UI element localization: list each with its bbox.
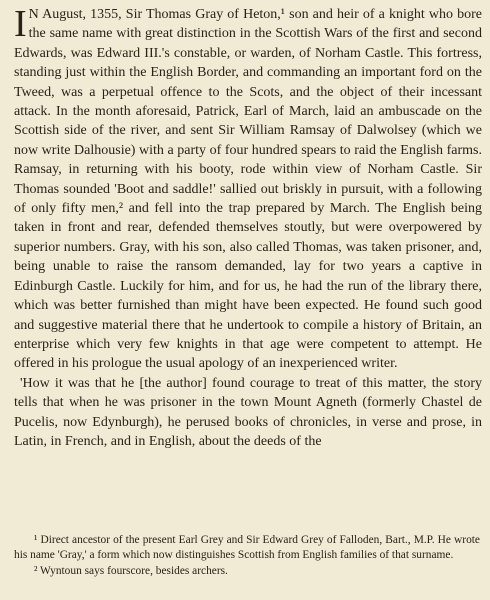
paragraph-1 <box>14 5 482 374</box>
paragraph-1-text: N August, 1355, Sir Thomas Gray of Heton,¹ son and heir of a knight who bore the same name with great distinction in the Scottish Wars of the first and second Edwards, was Edward III.'s constable, or warden, of Norham Castle. This fortress, standing just within the English Border, and commanding an important ford on the Tweed, was a perpetual offence to the Scots, and the object of their incessant attack. In the month aforesaid, Patrick, Earl of March, laid an ambuscade on the Scottish side of the river, and sent Sir William Ramsay of Dalwolsey (which we now write Dalhousie) with a party of four hundred spears to raid the English farms. Ramsay, in returning with his booty, rode within view of Norham Castle. Sir Thomas sounded 'Boot and saddle!' sallied out briskly in pursuit, with a following of only fifty men,² and fell into the trap prepared by March. The English being taken in front and rear, defended themselves stoutly, but were overpowered by superior numbers. Gray, with his son, also called Thomas, was taken prisoner, and, being unable to raise the ransom demanded, lay for two years a captive in Edinburgh Castle. Luckily for him, and for us, he had the run of the library there, which was better furnished than might have been expected. He found such good and suggestive material there that he undertook to compile a history of Britain, an enterprise which very few knights in that age were competent to attempt. He offered in his prologue the usual apology of an inexperienced writer. <box>14 7 482 372</box>
footnotes <box>14 533 480 579</box>
drop-cap: I <box>14 3 27 45</box>
main-text <box>14 5 482 451</box>
paragraph-2-text: 'How it was that he [the author] found courage to treat of this matter, the story tells that when he was prisoner in the town Mount Agneth (formerly Chastel de Pucelis, now Edynburgh), he perused books of chronicles, in verse and prose, in Latin, in French, and in English, about the deeds of the <box>14 375 482 449</box>
footnote-2: ² Wyntoun says fourscore, besides archers. <box>34 565 228 578</box>
paragraph-2 <box>14 374 482 452</box>
footnote-1: ¹ Direct ancestor of the present Earl Grey and Sir Edward Grey of Falloden, Bart., M.P. He wrote his name 'Gray,' a form which now distinguishes Scottish from English families of that surname. <box>14 534 480 561</box>
